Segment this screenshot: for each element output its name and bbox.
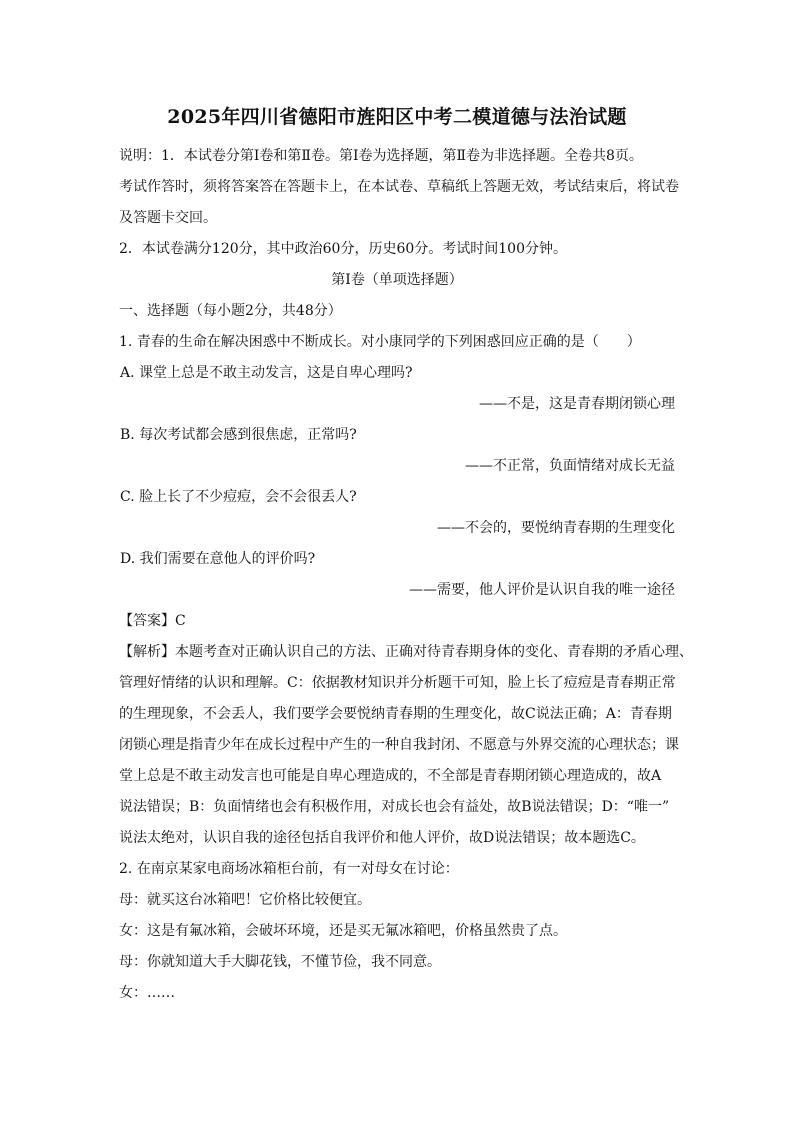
dialogue-line-1: 母：就买这台冰箱吧！它价格比较便宜。 [119,892,371,908]
option-b-answer: ——不正常，负面情绪对成长无益 [465,458,675,474]
analysis-line: 闭锁心理是指青少年在成长过程中产生的一种自我封闭、不愿意与外界交流的心理状态；课 [119,737,679,753]
analysis-line: 说法太绝对，认识自我的途径包括自我评价和他人评价，故D说法错误；故本题选C。 [119,830,645,846]
analysis-line: 说法错误；B：负面情绪也会有积极作用，对成长也会有益处，故B说法错误；D：“唯一” [119,799,670,815]
part-heading: 一、选择题（每小题2分，共48分） [119,303,342,319]
instruction-line-3: 及答题卡交回。 [119,210,217,226]
option-d-question: D. 我们需要在意他人的评价吗? [120,551,316,567]
analysis-line: 【解析】本题考查对正确认识自己的方法、正确对待青春期身体的变化、青春期的矛盾心理、 [119,644,693,660]
analysis-line: 管理好情绪的认识和理解。C：依据教材知识并分析题干可知，脸上长了痘痘是青春期正常 [119,675,676,691]
answer-label: 【答案】C [119,613,186,629]
section-title: 第Ⅰ卷（单项选择题） [331,272,463,288]
option-c-answer: ——不会的，要悦纳青春期的生理变化 [437,520,675,536]
analysis-line: 的生理现象，不会丢人，我们要学会要悦纳青春期的生理变化，故C说法正确；A：青春期 [119,706,672,722]
option-a-answer: ——不是，这是青春期闭锁心理 [479,396,675,412]
instruction-line-4: 2．本试卷满分120分，其中政治60分，历史60分。考试时间100分钟。 [119,241,567,257]
instruction-line-1: 说明：1．本试卷分第Ⅰ卷和第Ⅱ卷。第Ⅰ卷为选择题，第Ⅱ卷为非选择题。全卷共8页。 [119,148,643,164]
dialogue-line-2: 女：这是有氟冰箱，会破坏环境，还是买无氟冰箱吧，价格虽然贵了点。 [119,923,567,939]
instruction-line-2: 考试作答时，须将答案答在答题卡上，在本试卷、草稿纸上答题无效，考试结束后，将试卷 [119,179,679,195]
option-b-question: B. 每次考试都会感到很焦虑，正常吗? [120,427,357,443]
dialogue-line-3: 母：你就知道大手大脚花钱，不懂节俭，我不同意。 [119,954,441,970]
page-title: 2025年四川省德阳市旌阳区中考二模道德与法治试题 [167,106,627,128]
option-d-answer: ——需要，他人评价是认识自我的唯一途径 [409,582,675,598]
dialogue-line-4: 女：…… [119,985,175,1001]
question-2-stem: 2. 在南京某家电商场冰箱柜台前，有一对母女在讨论： [119,861,459,877]
question-1-stem: 1. 青春的生命在解决困惑中不断成长。对小康同学的下列困惑回应正确的是（ ） [119,334,641,350]
document-content [119,104,693,1009]
option-a-question: A. 课堂上总是不敢主动发言，这是自卑心理吗? [120,365,413,381]
analysis-line: 堂上总是不敢主动发言也可能是自卑心理造成的，不全部是青春期闭锁心理造成的，故A [119,768,662,784]
analysis-paragraph [119,637,693,854]
option-c-question: C. 脸上长了不少痘痘，会不会很丢人? [120,489,357,505]
